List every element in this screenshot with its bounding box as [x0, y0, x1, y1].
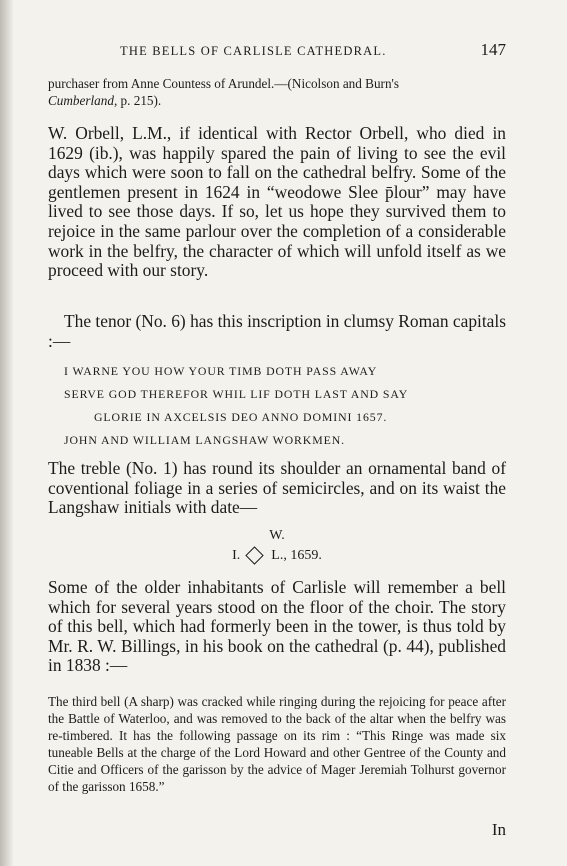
tenor-inscription	[64, 360, 506, 452]
initials-row	[48, 548, 506, 564]
initials-right: L., 1659.	[271, 548, 322, 563]
top-note-line1: purchaser from Anne Countess of Arundel.—(Nicolson and Burn's	[48, 76, 400, 91]
langshaw-initials	[48, 528, 506, 564]
running-title: THE BELLS OF CARLISLE CATHEDRAL.	[120, 44, 387, 58]
initials-left: I.	[232, 548, 241, 563]
inscription-line: JOHN AND WILLIAM LANGSHAW WORKMEN.	[64, 433, 345, 447]
quote-billings: The third bell (A sharp) was cracked while ringing during the rejoicing for peace after the Battle of Waterloo, and was removed to the back of the altar when the belfry was re-timbered. It has the following passage on its rim : “This Ringe was made six tuneable Bells at the charge of the Lord Howard and other Gentree of the County and Citie and Officers of the garisson by the advice of Mager Jeremiah Tolhurst governor of the garisson 1658.”	[48, 694, 506, 794]
running-header	[48, 40, 506, 64]
catchword: In	[491, 820, 506, 839]
paragraph-orbell: W. Orbell, L.M., if identical with Rector Orbell, who died in 1629 (ib.), was happily spared the pain of living to see the evil days which were soon to fall on the cathedral belfry. Some of the gentlemen present in 1624 in “weodowe Slee p̄lour” may have lived to see those days. If so, let us hope they survived them to rejoice in the same parlour over the completion of a considerable work in the belfry, the character of which will unfold itself as we proceed with our story.	[48, 123, 506, 281]
initials-top: W.	[269, 528, 285, 543]
diamond-icon	[246, 547, 264, 565]
inscription-line: I WARNE YOU HOW YOUR TIMB DOTH PASS AWAY	[64, 364, 378, 378]
page-number: 147	[480, 40, 506, 59]
top-note-citation: Cumberland,	[48, 93, 118, 108]
inscription-line: GLORIE IN AXCELSIS DEO ANNO DOMINI 1657.	[94, 410, 388, 424]
inscription-line: SERVE GOD THEREFOR WHIL LIF DOTH LAST AND SAY	[64, 387, 409, 401]
paragraph-treble: The treble (No. 1) has round its shoulder an ornamental band of coventional foliage in a series of semicircles, and on its waist the Langshaw initials with date—	[48, 458, 506, 518]
page-edge-shadow	[0, 0, 14, 866]
top-note-line2	[48, 92, 506, 109]
top-note-page: p. 215).	[117, 93, 162, 108]
paragraph-older-inhabitants: Some of the older inhabitants of Carlisle will remember a bell which for several years stood on the floor of the choir. The story of this bell, which had formerly been in the tower, is thus told by Mr. R. W. Billings, in his book on the cathedral (p. 44), published in 1838 :—	[48, 577, 506, 676]
top-note	[48, 75, 506, 109]
paragraph-tenor: The tenor (No. 6) has this inscription in clumsy Roman capitals :—	[48, 311, 506, 351]
